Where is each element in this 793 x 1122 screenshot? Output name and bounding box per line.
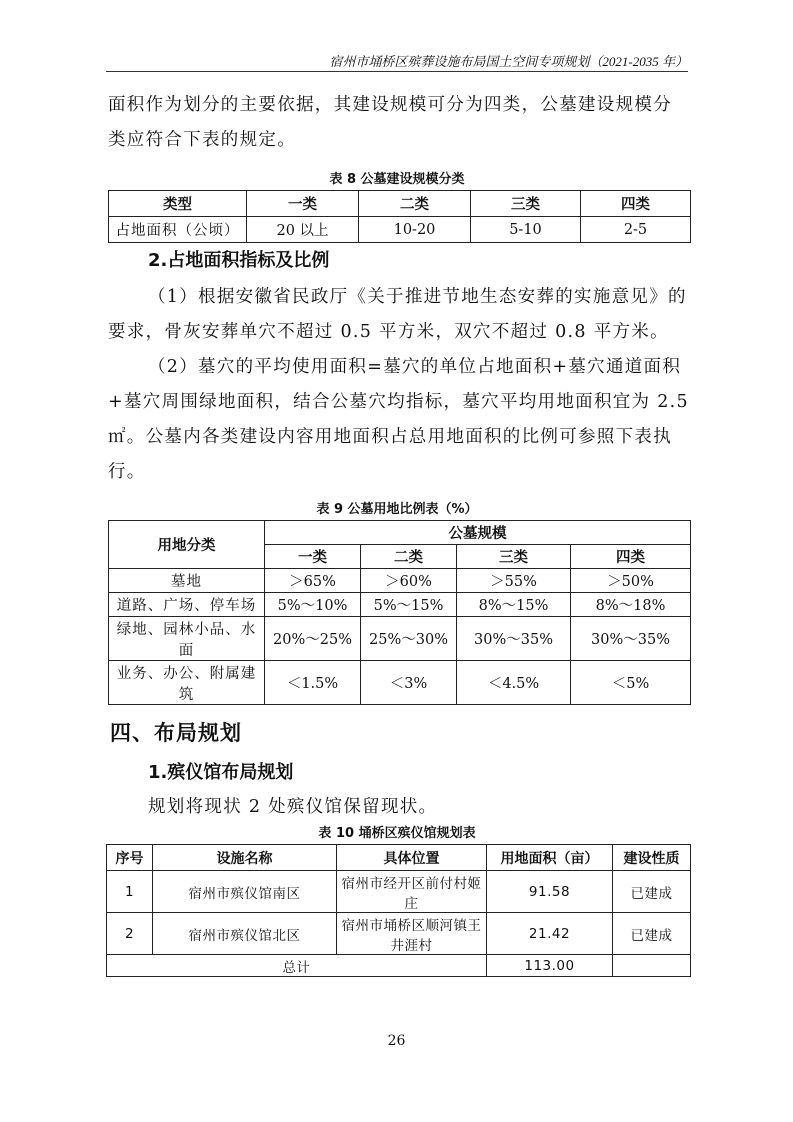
table-9-col-head: 用地分类	[109, 521, 265, 569]
table-8-caption: 表 8 公墓建设规模分类	[329, 172, 465, 187]
table-9-cell: ＜3%	[361, 661, 457, 705]
table-9-row-label: 墓地	[109, 569, 265, 593]
paragraph-4: 规划将现状 2 处殡仪馆保留现状。	[148, 797, 438, 817]
table-9	[108, 520, 691, 705]
table-10-cell	[613, 955, 691, 977]
table-10-cell: 已建成	[613, 871, 691, 913]
page-number: 26	[387, 1033, 406, 1049]
table-10-total-value: 113.00	[487, 955, 613, 977]
table-9-cell: 8%～15%	[457, 593, 571, 617]
table-8-cell: 10-20	[359, 217, 471, 243]
paragraph-3: （2）墓穴的平均使用面积=墓穴的单位占地面积+墓穴通道面积+墓穴周围绿地面积，结合公墓穴均指标，墓穴平均用地面积宜为 2.5 ㎡。公墓内各类建设内容用地面积占总用地面积的比例可参照下表执行。	[108, 357, 689, 482]
table-10-header: 建设性质	[613, 845, 691, 871]
table-9-sub-head: 二类	[361, 545, 457, 569]
table-10-cell: 宿州市殡仪馆南区	[153, 871, 337, 913]
table-10-total-label: 总计	[107, 955, 487, 977]
table-9-cell: 8%～18%	[571, 593, 691, 617]
table-9-cell: 5%～10%	[265, 593, 361, 617]
table-10-cell: 宿州市埇桥区顺河镇王井涯村	[337, 913, 487, 955]
table-9-row-label: 道路、广场、停车场	[109, 593, 265, 617]
table-9-cell: ＞60%	[361, 569, 457, 593]
table-9-sub-head: 三类	[457, 545, 571, 569]
header-divider	[106, 71, 688, 72]
paragraph-1: 面积作为划分的主要依据，其建设规模可分为四类，公墓建设规模分类应符合下表的规定。	[108, 95, 672, 150]
table-9-group-head: 公墓规模	[265, 521, 691, 545]
table-9-sub-head: 一类	[265, 545, 361, 569]
table-8-header: 三类	[471, 191, 581, 217]
table-10-caption: 表 10 埇桥区殡仪馆规划表	[318, 826, 476, 841]
table-10-cell: 已建成	[613, 913, 691, 955]
table-9-row-label: 业务、办公、附属建筑	[109, 661, 265, 705]
table-8-header: 四类	[581, 191, 691, 217]
table-9-cell: 5%～15%	[361, 593, 457, 617]
section-heading-2: 2.占地面积指标及比例	[148, 250, 330, 271]
table-9-sub-head: 四类	[571, 545, 691, 569]
table-9-cell: ＜4.5%	[457, 661, 571, 705]
table-10	[106, 844, 691, 977]
table-9-cell: 30%～35%	[571, 617, 691, 661]
table-8-cell: 5-10	[471, 217, 581, 243]
table-9-cell: ＞65%	[265, 569, 361, 593]
section-heading-1: 1.殡仪馆布局规划	[148, 762, 294, 783]
table-9-cell: ＞50%	[571, 569, 691, 593]
table-10-cell: 2	[107, 913, 153, 955]
table-9-cell: 30%～35%	[457, 617, 571, 661]
table-9-row-label: 绿地、园林小品、水面	[109, 617, 265, 661]
table-10-header: 具体位置	[337, 845, 487, 871]
table-9-cell: 20%～25%	[265, 617, 361, 661]
table-8-header: 一类	[247, 191, 359, 217]
table-9-cell: ＞55%	[457, 569, 571, 593]
running-header: 宿州市埇桥区殡葬设施布局国土空间专项规划（2021-2035 年）	[329, 54, 688, 69]
table-10-cell: 21.42	[487, 913, 613, 955]
table-8-cell: 占地面积（公顷）	[109, 217, 247, 243]
table-10-cell: 宿州市殡仪馆北区	[153, 913, 337, 955]
table-8	[108, 190, 691, 243]
chapter-heading: 四、布局规划	[110, 721, 242, 745]
table-8-header: 二类	[359, 191, 471, 217]
table-10-header: 用地面积（亩）	[487, 845, 613, 871]
table-10-cell: 91.58	[487, 871, 613, 913]
table-10-header: 序号	[107, 845, 153, 871]
table-8-cell: 20 以上	[247, 217, 359, 243]
table-9-cell: ＜1.5%	[265, 661, 361, 705]
table-9-cell: ＜5%	[571, 661, 691, 705]
paragraph-2: （1）根据安徽省民政厅《关于推进节地生态安葬的实施意见》的要求，骨灰安葬单穴不超过 0.5 平方米，双穴不超过 0.8 平方米。	[108, 287, 687, 342]
table-10-cell: 1	[107, 871, 153, 913]
table-8-cell: 2-5	[581, 217, 691, 243]
table-9-caption: 表 9 公墓用地比例表（%）	[316, 502, 478, 517]
table-10-cell: 宿州市经开区前付村姬庄	[337, 871, 487, 913]
table-8-header: 类型	[109, 191, 247, 217]
table-10-header: 设施名称	[153, 845, 337, 871]
table-9-cell: 25%～30%	[361, 617, 457, 661]
